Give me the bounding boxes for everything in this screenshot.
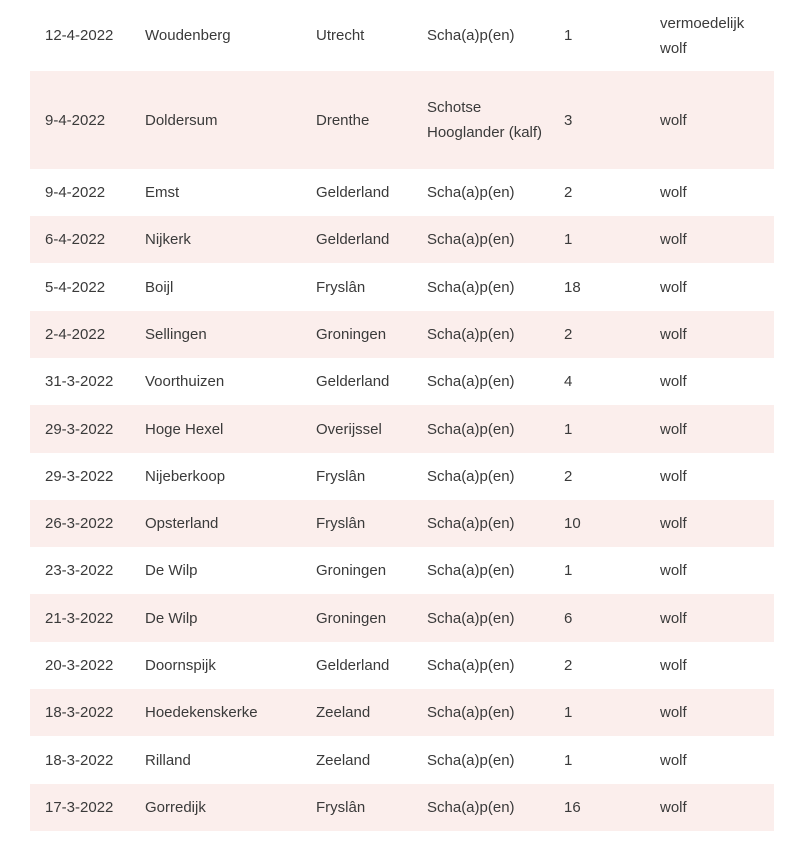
- count-cell: 10: [564, 515, 581, 532]
- date-cell: 9-4-2022: [45, 184, 106, 201]
- table-row: [30, 453, 774, 500]
- animal-cell: Scha(a)p(en): [427, 799, 515, 816]
- place-cell: De Wilp: [145, 562, 198, 579]
- place-cell: Gorredijk: [145, 799, 206, 816]
- place-cell: Nijeberkoop: [145, 468, 226, 485]
- animal-cell: Scha(a)p(en): [427, 278, 515, 296]
- wolf-incidents-table: [30, 0, 774, 831]
- date-cell: 17-3-2022: [45, 799, 114, 816]
- province-cell: Fryslân: [316, 468, 366, 485]
- animal-cell: Scha(a)p(en): [427, 657, 515, 674]
- cause-cell: wolf: [660, 373, 687, 390]
- province-cell: Gelderland: [316, 657, 390, 674]
- count-cell: 18: [564, 278, 581, 296]
- animal-cell: Scha(a)p(en): [427, 751, 515, 769]
- province-cell: Drenthe: [316, 111, 370, 129]
- table-row: [30, 169, 774, 216]
- table-row: [30, 263, 774, 311]
- place-cell: Emst: [145, 184, 180, 201]
- animal-cell: Scha(a)p(en): [427, 231, 515, 248]
- place-cell: Voorthuizen: [145, 373, 225, 390]
- count-cell: 1: [564, 420, 573, 438]
- animal-cell: Scha(a)p(en): [427, 373, 515, 390]
- table-row: [30, 0, 774, 71]
- date-cell: 6-4-2022: [45, 231, 106, 248]
- table-row: [30, 500, 774, 547]
- date-cell: 2-4-2022: [45, 326, 106, 343]
- date-cell: 5-4-2022: [45, 278, 106, 296]
- date-cell: 23-3-2022: [45, 562, 114, 579]
- cause-cell: wolf: [660, 278, 687, 296]
- table-row: [30, 71, 774, 169]
- place-cell: Sellingen: [145, 326, 207, 343]
- animal-cell: Scha(a)p(en): [427, 184, 515, 201]
- animal-cell: Scha(a)p(en): [427, 515, 515, 532]
- cause-cell: wolf: [660, 562, 687, 579]
- animal-cell: Scha(a)p(en): [427, 420, 515, 438]
- count-cell: 2: [564, 184, 573, 201]
- count-cell: 1: [564, 751, 573, 769]
- animal-cell: Schotse Hooglander (kalf): [427, 99, 543, 141]
- place-cell: Boijl: [145, 278, 174, 296]
- table-row: [30, 358, 774, 405]
- province-cell: Zeeland: [316, 704, 371, 721]
- province-cell: Groningen: [316, 326, 387, 343]
- province-cell: Fryslân: [316, 799, 366, 816]
- province-cell: Groningen: [316, 609, 387, 627]
- place-cell: Woudenberg: [145, 27, 231, 44]
- animal-cell: Scha(a)p(en): [427, 27, 515, 44]
- table-row: [30, 736, 774, 784]
- province-cell: Groningen: [316, 562, 387, 579]
- cause-cell: wolf: [660, 231, 687, 248]
- place-cell: De Wilp: [145, 609, 198, 627]
- count-cell: 1: [564, 704, 573, 721]
- date-cell: 26-3-2022: [45, 515, 114, 532]
- date-cell: 18-3-2022: [45, 751, 114, 769]
- cause-cell: wolf: [660, 751, 687, 769]
- animal-cell: Scha(a)p(en): [427, 609, 515, 627]
- table-row: [30, 689, 774, 736]
- cause-cell: wolf: [660, 111, 687, 129]
- count-cell: 2: [564, 326, 573, 343]
- date-cell: 9-4-2022: [45, 111, 106, 129]
- date-cell: 29-3-2022: [45, 468, 114, 485]
- place-cell: Doldersum: [145, 111, 218, 129]
- place-cell: Doornspijk: [145, 657, 216, 674]
- count-cell: 1: [564, 562, 573, 579]
- table-row: [30, 311, 774, 358]
- cause-cell: wolf: [660, 420, 687, 438]
- cause-cell: wolf: [660, 799, 687, 816]
- province-cell: Overijssel: [316, 420, 382, 438]
- table-row: [30, 784, 774, 831]
- table-row: [30, 594, 774, 642]
- date-cell: 29-3-2022: [45, 420, 114, 438]
- animal-cell: Scha(a)p(en): [427, 562, 515, 579]
- count-cell: 2: [564, 468, 573, 485]
- place-cell: Hoge Hexel: [145, 420, 224, 438]
- place-cell: Hoedekenskerke: [145, 704, 258, 721]
- animal-cell: Scha(a)p(en): [427, 704, 515, 721]
- count-cell: 6: [564, 609, 573, 627]
- table-row: [30, 642, 774, 689]
- cause-cell: wolf: [660, 657, 687, 674]
- province-cell: Utrecht: [316, 27, 365, 44]
- date-cell: 20-3-2022: [45, 657, 114, 674]
- animal-cell: Scha(a)p(en): [427, 468, 515, 485]
- province-cell: Fryslân: [316, 515, 366, 532]
- count-cell: 4: [564, 373, 573, 390]
- date-cell: 12-4-2022: [45, 27, 114, 44]
- cause-cell: wolf: [660, 326, 687, 343]
- cause-cell: wolf: [660, 468, 687, 485]
- table-row: [30, 216, 774, 263]
- cause-cell: wolf: [660, 184, 687, 201]
- place-cell: Rilland: [145, 751, 191, 769]
- place-cell: Nijkerk: [145, 231, 191, 248]
- count-cell: 2: [564, 657, 573, 674]
- cause-cell: wolf: [660, 515, 687, 532]
- date-cell: 18-3-2022: [45, 704, 114, 721]
- province-cell: Zeeland: [316, 751, 371, 769]
- date-cell: 31-3-2022: [45, 373, 114, 390]
- count-cell: 1: [564, 27, 573, 44]
- province-cell: Gelderland: [316, 231, 390, 248]
- place-cell: Opsterland: [145, 515, 219, 532]
- province-cell: Gelderland: [316, 373, 390, 390]
- count-cell: 16: [564, 799, 581, 816]
- count-cell: 3: [564, 111, 573, 129]
- cause-cell: vermoedelijk wolf: [660, 14, 745, 57]
- count-cell: 1: [564, 231, 573, 248]
- date-cell: 21-3-2022: [45, 609, 114, 627]
- cause-cell: wolf: [660, 704, 687, 721]
- cause-cell: wolf: [660, 609, 687, 627]
- animal-cell: Scha(a)p(en): [427, 326, 515, 343]
- table-row: [30, 547, 774, 594]
- province-cell: Fryslân: [316, 278, 366, 296]
- table-row: [30, 405, 774, 453]
- province-cell: Gelderland: [316, 184, 390, 201]
